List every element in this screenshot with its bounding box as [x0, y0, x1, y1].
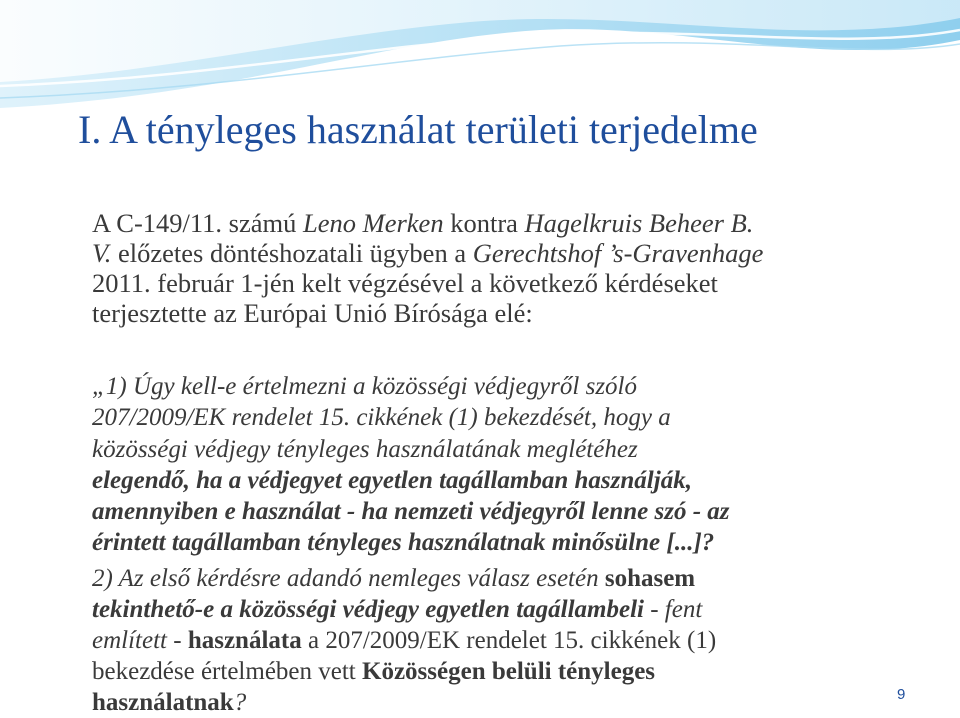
- emphasis-kozossegen-beluli: Közösségen belüli tényleges: [362, 658, 656, 685]
- emphasis-hasznalatnak: használatnak: [92, 689, 234, 716]
- question-1-line-6: érintett tagállamban tényleges használatnak minősülne [...]?: [92, 529, 715, 557]
- question-1-line-1: „1) Úgy kell-e értelmezni a közösségi védjegyről szóló: [92, 373, 638, 400]
- intro-line-4: terjesztette az Európai Unió Bírósága elé:: [92, 298, 533, 328]
- intro-line-3: 2011. február 1-jén kelt végzésével a következő kérdéseket: [92, 268, 718, 298]
- question-2-line-4: [92, 656, 716, 687]
- intro-paragraph: [92, 208, 763, 328]
- question-1: [92, 371, 730, 559]
- question-1-line-5: amennyiben e használat - ha nemzeti védjegyről lenne szó - az: [92, 498, 730, 526]
- question-2-text: ?: [233, 689, 247, 716]
- question-1-line-3: közösségi védjegy tényleges használatának meglétéhez: [92, 435, 638, 463]
- question-2: [92, 563, 716, 718]
- page-number: 9: [897, 686, 906, 703]
- question-2-text: 2) Az első kérdésre adandó nemleges válasz esetén: [92, 565, 605, 592]
- slide-title: I. A tényleges használat területi terjedelme: [78, 107, 758, 152]
- question-2-text: a 207/2009/EK rendelet 15. cikkének (1): [301, 627, 717, 654]
- question-2-line-2: [92, 594, 716, 625]
- party-name-leno-merken: Leno Merken: [303, 208, 444, 238]
- intro-text: előzetes döntéshozatali ügyben a: [111, 238, 473, 268]
- question-2-line-5: [92, 687, 716, 718]
- intro-line-2: [92, 238, 763, 268]
- emphasis-text: tekinthető-e a közösségi védjegy egyetlen tagállambeli: [92, 596, 644, 623]
- intro-text: A C-149/11. számú: [92, 208, 304, 238]
- question-2-text: - fent: [643, 596, 703, 623]
- intro-text: kontra: [443, 208, 525, 238]
- emphasis-sohasem: sohasem: [604, 565, 696, 592]
- question-2-text: bekezdése értelmében vett: [92, 658, 362, 685]
- party-name-suffix: V.: [92, 238, 112, 268]
- decorative-wave-banner: [0, 0, 960, 112]
- question-1-line-2: 207/2009/EK rendelet 15. cikkének (1) bekezdését, hogy a: [92, 404, 671, 432]
- court-name: Gerechtshof ’s-Gravenhage: [472, 238, 764, 268]
- party-name-hagelkruis: Hagelkruis Beheer B.: [524, 208, 754, 238]
- intro-line-1: [92, 208, 763, 238]
- emphasis-hasznalata: használata: [187, 627, 302, 654]
- question-2-line-3: [92, 625, 716, 656]
- question-2-text: említett -: [92, 627, 188, 654]
- question-2-line-1: [92, 563, 716, 594]
- question-1-line-4: elegendő, ha a védjegyet egyetlen tagállamban használják,: [92, 466, 692, 494]
